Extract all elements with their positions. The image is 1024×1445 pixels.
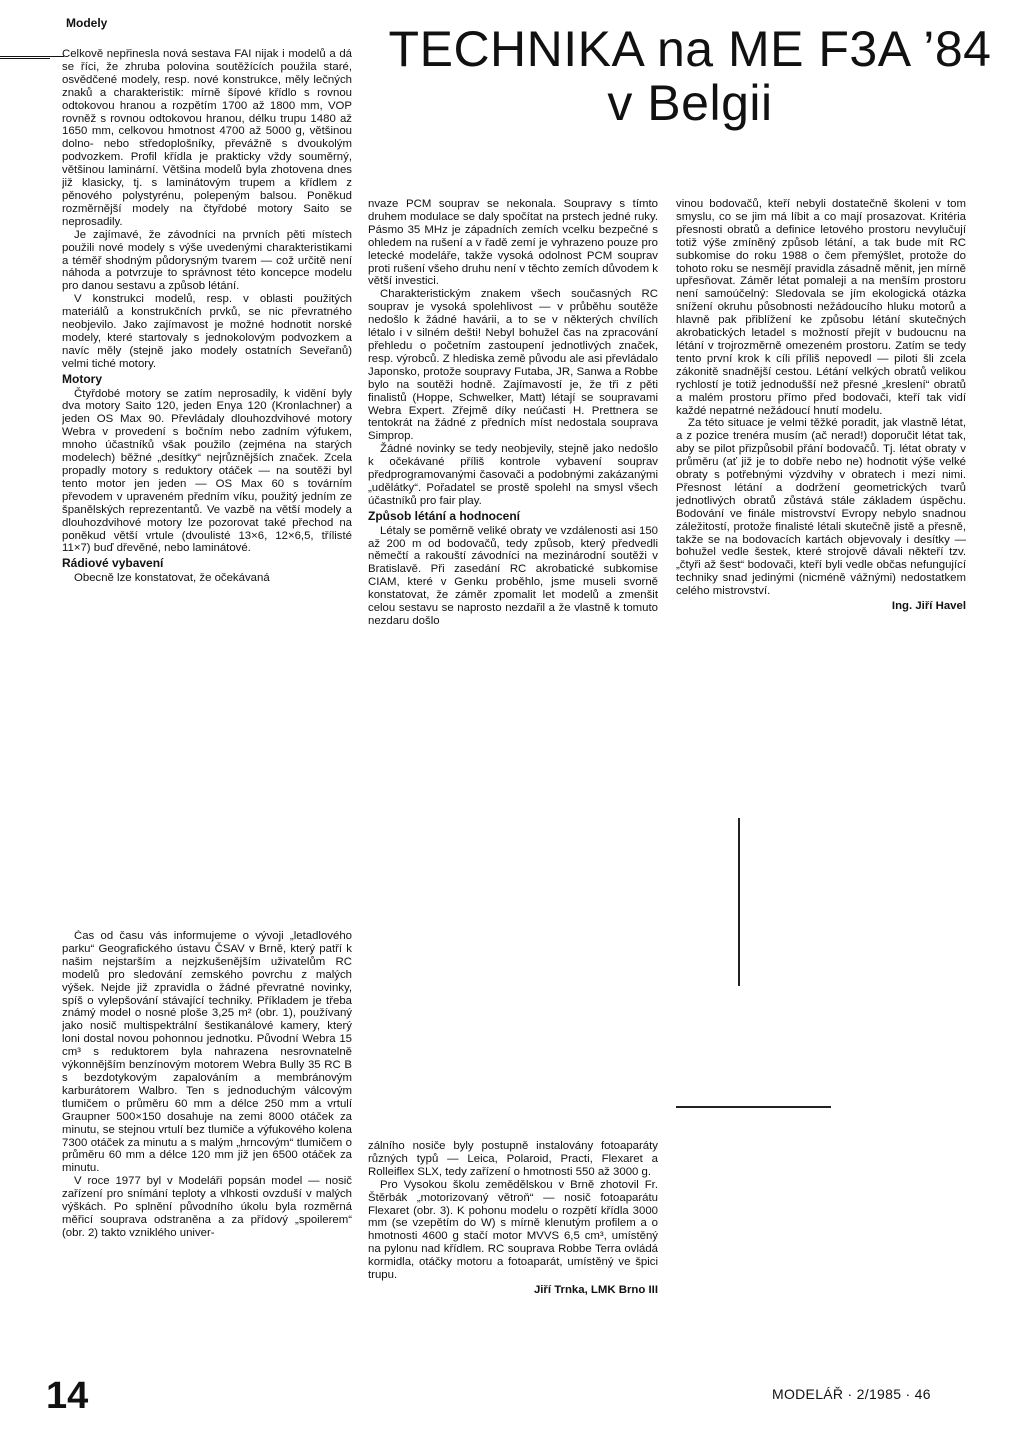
column-2 bbox=[368, 198, 658, 750]
col3-signature: Ing. Jiří Havel bbox=[891, 600, 966, 613]
decorative-vertical-line bbox=[738, 818, 740, 986]
col3-paragraph: vinou bodovačů, kteří nebyli dostatečně školeni v tom smyslu, co se jim má líbit a co mají prosazovat. Kritéria přesnosti obratů a definice letového prostoru nevylučují totiž výše zmíněný způsob létání, a tak bude mít RC subkomise do roku 1988 o čem přemýšlet, protože do tohoto roku se nesmějí pravidla zásadně měnit, jen mírně upřesňovat. Záměr létat pomaleji a na menším prostoru není samoúčelný: Sledovala se jím ekologická otázka snížení okruhu působnosti nežádoucího hluku motorů a hlavně pak přiblížení ke způsobu létání skutečných akrobatických letadel s možností přejít v budoucnu na létání v trojrozměrně omezeném prostoru. Zatím se tedy tento první krok k cíli příliš nepovedl — piloti šli zcela zákonitě snadnější cestou. Létání velkých obratů velikou rychlostí je totiž jednodušší než přesné „kreslení“ obratů a malém prostoru přímo před bodovači, kteří tak vidí každé nepatrné nežádoucí hnutí modelu. bbox=[676, 198, 966, 417]
headline-line-2: v Belgii bbox=[607, 75, 773, 131]
decorative-horizontal-line bbox=[676, 1106, 831, 1108]
col2-paragraph: Žádné novinky se tedy neobjevily, stejně jako nedošlo k očekávané příliš kontrole vybavení souprav předprogramovanými časovači a podobnými zakázanými „udělátky“. Pořadatel se prostě spolehl na smysl všech účastníků pro fair play. bbox=[368, 443, 658, 507]
column-3 bbox=[676, 198, 966, 750]
column-1 bbox=[62, 48, 352, 750]
page-number: 14 bbox=[46, 1375, 89, 1417]
col2-paragraph: nvaze PCM souprav se nekonala. Soupravy s tímto druhem modulace se daly spočítat na prstech jedné ruky. Pásmo 35 MHz je západních zemích vcelku bezpečné s ohledem na rušení a v řadě zemí je vyhrazeno pouze pro letecké modeláře, takže vysoká odolnost PCM souprav proti rušení všeho druhu není v těchto zemích důvodem k větší investici. bbox=[368, 198, 658, 288]
col5-paragraph: zálního nosiče byly postupně instalovány fotoaparáty různých typů — Leica, Polaroid, Practi, Flexaret a Rolleiflex SLX, tedy zařízení o hmotnosti 550 až 3000 g. bbox=[368, 1140, 658, 1178]
col4-paragraph: V roce 1977 byl v Modeláři popsán model — nosič zařízení pro snímání teploty a vlhkosti ovzduší v malých výškách. Po splnění původního úkolu byla rozměrná měřicí souprava odstraněna a za přídový „spoilerem“ (obr. 2) takto vzniklého univer- bbox=[62, 1175, 352, 1239]
headline-line-1: TECHNIKA na ME F3A ’84 bbox=[388, 21, 992, 77]
column-4 bbox=[62, 930, 352, 1344]
kicker-rule bbox=[0, 56, 64, 57]
col1-paragraph: Čtyřdobé motory se zatím neprosadily, k vidění byly dva motory Saito 120, jeden Enya 120 (Kronlachner) a jeden OS Max 90. Převládaly dlouhozdvihové motory Webra v provedení s bočním nebo zadním výfukem, mnoho účastníků však použilo (zejména na starých modelech) běžné „desítky“ nejrůznějších značek. Zcela propadly motory s reduktory otáček — na soutěži byl tento motor jen jeden — OS Max 60 s továrním převodem v upraveném předním víku, použitý jedním ze španělských reprezentantů. Ve vazbě na větší modely a dlouhozdvihové motory lze pozorovat také přechod na poněkud větší vrtule (dvoulisté 13×6, 12×6,5, třílisté 11×7) buď dřevěné, nebo laminátové. bbox=[62, 387, 352, 555]
col2-paragraph: Charakteristickým znakem všech současných RC souprav je vysoká spolehlivost — v průběhu soutěže nedošlo k žádné havárii, a to se v některých chvílích létalo i v silném dešti! Nebyl bohužel čas na zpracování přehledu o početním zastoupení jednotlivých značek, resp. výrobců. Z hlediska země původu ale asi převládalo Japonsko, protože soupravy Futaba, JR, Sanwa a Robbe bylo na soutěži hodně. Zajímavostí je, že tři z pěti finalistů (Hoppe, Schwelker, Matt) létají se soupravami Webra Expert. Zřejmě díky neúčasti H. Prettnera se tentokrát na žádné z předních míst nedostala souprava Simprop. bbox=[368, 288, 658, 443]
kicker-rule-short bbox=[0, 58, 50, 59]
col1-paragraph: Celkově nepřinesla nová sestava FAI nijak i modelů a dá se říci, že zhruba polovina soutěžících použila staré, osvědčené modely, resp. nové konstrukce, měly lečných znaků a charakteristik: mírně šípové křídlo s rovnou odtokovou hranou a rozpětím 1700 až 1800 mm, VOP rovněž s rovnou odtokovou hranou, délku trupu 1480 až 1650 mm, celkovou hmotnost 4700 až 5000 g, většinou dolno- nebo středoplošníky, převážně s dvoukolým podvozkem. Profil křídla je prakticky vždy souměrný, většinou laminární. Většina modelů byla zhotovena dnes již klasicky, tj. s laminátovým trupem a křídlem z pěnového polystyrénu, polepeným balsou. Poněkud rozměrnější modely na čtyřdobé motory Saito se neprosadily. bbox=[62, 48, 352, 228]
col5-paragraph: Pro Vysokou školu zemědělskou v Brně zhotovil Fr. Štěrbák „motorizovaný větroň“ — nosič fotoaparátu Flexaret (obr. 3). K pohonu modelu o rozpětí křídla 3000 mm (se vzepětím do W) s mírně klenutým profilem a o hmotnosti 4600 g stačí motor MVVS 6,5 cm³, umístěný na pylonu nad křídlem. RC souprava Robbe Terra ovládá kormidla, otáčky motoru a fotoaparát, umístěný ve špici trupu. bbox=[368, 1178, 658, 1282]
heading-zpusob: Způsob létání a hodnocení bbox=[368, 508, 521, 523]
heading-radio: Rádiové vybavení bbox=[62, 556, 164, 571]
col1-paragraph: V konstrukci modelů, resp. v oblasti použitých materiálů a konstrukčních prvků, se nic převratného neobjevilo. Jako zajímavost je možné hodnotit norské modely, které startovaly s jednokolovým podvozkem a navíc měly (stejně jako modely ostatních Seveřanů) velmi tiché motory. bbox=[62, 293, 352, 370]
article-headline bbox=[370, 22, 1010, 130]
col4-paragraph: Čas od času vás informujeme o vývoji „letadlového parku“ Geografického ústavu ČSAV v Brně, který patří k našim nejstarším a nejzkušenějším uživatelům RC modelů pro sledování zemského povrchu z malých výšek. Nejde již zpravidla o žádné převratné novinky, spíš o vylepšování stávající techniky. Příkladem je třeba známý model o nosné ploše 3,25 m² (obr. 1), používaný jako nosič multispektrální šestikanálové kamery, který loni dostal novou pohonnou jednotku. Původní Webra 15 cm³ s reduktorem byla nahrazena nesrovnatelně výkonnějším benzínovým motorem Webra Bully 35 RC B s bezdotykovým zapalováním a membránovým karburátorem Walbro. Ten s jednoduchým válcovým tlumičem o průměru 60 mm a délce 250 mm a vrtulí Graupner 500×150 dosahuje na zemi 8000 otáček za minutu, se stejnou vrtulí bez tlumiče a výfukového kolena 7300 otáček za minutu a s malým „hrncovým“ tlumičem o průměru 60 mm a délce 120 mm již jen 6500 otáček za minutu. bbox=[62, 930, 352, 1175]
heading-motory: Motory bbox=[62, 371, 102, 386]
col1-paragraph: Obecně lze konstatovat, že očekávaná bbox=[74, 572, 270, 585]
col3-paragraph: Za této situace je velmi těžké poradit, jak vlastně létat, a z pozice trenéra musím (ač nerad!) doporučit létat tak, aby se pilot přizpůsobil přání bodovačů. Tj. létat obraty v průměru (ať již je to dobře nebo ne) hodnotit výše velké obraty s potřebnými výzdvihy v obratech i mezi nimi. Přesnost létání a dodržení geometrických tvarů jednotlivých obratů zůstává stále základem úspěchu. Bodování ve finále mistrovství Evropy nebylo snadnou záležitostí, protože finalisté létali skutečně jistě a přesně, takže se na bodovacích kartách objevovaly i desítky — bohužel vedle šestek, které strojově dávali někteří tzv. „čtyři až šest“ bodovači, kteří byli vedle občas nefungující techniky snad jedinými (nicméně vážnými) nedostatkem celého mistrovství. bbox=[676, 417, 966, 598]
col1-paragraph: Je zajímavé, že závodníci na prvních pěti místech použili nové modely s výše uvedenými charakteristikami a téměř shodným půdorysným tvarem — což určitě není náhoda a potvrzuje to správnost této koncepce modelu pro danou sestavu a způsob létání. bbox=[62, 228, 352, 293]
column-5 bbox=[368, 1140, 658, 1344]
section-kicker: Modely bbox=[66, 16, 108, 30]
col5-signature: Jiří Trnka, LMK Brno III bbox=[533, 1283, 658, 1296]
page-footer: MODELÁŘ · 2/1985 · 46 bbox=[772, 1386, 931, 1402]
col2-paragraph: Létaly se poměrně veliké obraty ve vzdálenosti asi 150 až 200 m od bodovačů, tedy způsob, který předvedli němečtí a rakouští závodníci na mezinárodní soutěži v Bratislavě. Při zasedání RC akrobatické subkomise CIAM, které v Genku proběhlo, jsme museli svorně konstatovat, že záměr zpomalit let modelů a zmenšit celou sestavu se naprosto nezdařil a že vlastně k tomuto nezdaru došlo bbox=[368, 524, 658, 627]
